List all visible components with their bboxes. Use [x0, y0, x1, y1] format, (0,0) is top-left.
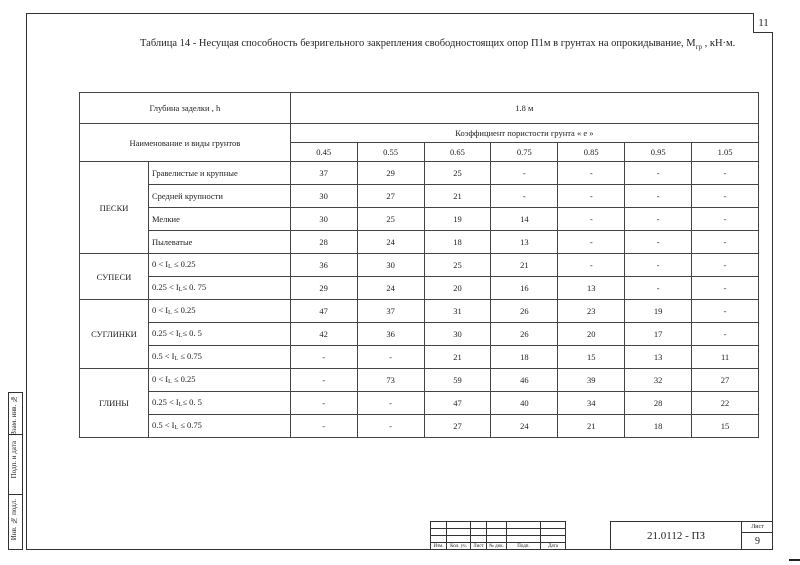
table-row: [80, 162, 759, 185]
capacity-value: -: [558, 208, 625, 231]
capacity-value: -: [625, 185, 692, 208]
index-prefix: 0.5 < I: [151, 419, 175, 430]
capacity-value: 27: [357, 185, 424, 208]
title-block-cell: [487, 536, 507, 543]
side-cell: [9, 393, 22, 435]
capacity-value: 18: [625, 415, 692, 438]
capacity-value: 27: [424, 415, 491, 438]
index-prefix: 0 < I: [151, 373, 169, 384]
table-row: [80, 369, 759, 392]
title-block-cell: [541, 529, 566, 536]
capacity-value: 27: [692, 369, 759, 392]
capacity-value: 14: [491, 208, 558, 231]
capacity-value: 15: [558, 346, 625, 369]
capacity-value: 22: [692, 392, 759, 415]
capacity-value: 25: [357, 208, 424, 231]
capacity-value: -: [692, 277, 759, 300]
capacity-value: 20: [558, 323, 625, 346]
table-row: [80, 346, 759, 369]
index-suffix: ≤ 0.25: [171, 373, 196, 384]
capacity-value: 37: [357, 300, 424, 323]
page-number: 11: [753, 13, 773, 33]
table-row: [80, 208, 759, 231]
capacity-value: 24: [357, 231, 424, 254]
index-subscript: L: [178, 332, 183, 339]
index-suffix: ≤ 0.75: [178, 419, 202, 430]
capacity-value: 18: [491, 346, 558, 369]
title-block-cell: [507, 529, 541, 536]
e-value-header: 0.95: [625, 143, 692, 162]
title-block-cell: [447, 522, 471, 529]
soil-subtype: [148, 300, 290, 323]
index-subscript: L: [174, 424, 179, 431]
capacity-value: 11: [692, 346, 759, 369]
title-block-cell: [447, 529, 471, 536]
capacity-value: -: [558, 254, 625, 277]
index-subscript: L: [168, 378, 172, 385]
soil-subtype: [148, 392, 290, 415]
title-block-cell: [487, 522, 507, 529]
title-block-cell: [541, 522, 566, 529]
title-block-row: [431, 529, 566, 536]
capacity-value: -: [357, 346, 424, 369]
capacity-value: -: [625, 231, 692, 254]
capacity-value: 17: [625, 323, 692, 346]
coef-header: Коэффициент пористости грунта « е »: [290, 124, 758, 143]
capacity-value: -: [625, 162, 692, 185]
capacity-value: 13: [625, 346, 692, 369]
capacity-value: 29: [357, 162, 424, 185]
capacity-value: 30: [290, 208, 357, 231]
side-strip: [8, 392, 23, 550]
soil-subtype: Средней крупности: [148, 185, 290, 208]
index-suffix: ≤ 0.25: [171, 258, 196, 269]
bearing-capacity-table: [79, 92, 759, 438]
title-block-cell: Лист: [471, 543, 487, 550]
index-subscript: L: [168, 309, 172, 316]
capacity-value: 15: [692, 415, 759, 438]
capacity-value: 30: [357, 254, 424, 277]
title-block-cell: [471, 536, 487, 543]
capacity-value: -: [491, 162, 558, 185]
table-row: [80, 300, 759, 323]
caption-subscript: гр: [695, 43, 702, 52]
capacity-value: -: [625, 254, 692, 277]
title-block-cell: Кол. уч.: [447, 543, 471, 550]
title-block-row: [431, 522, 566, 529]
capacity-value: 28: [625, 392, 692, 415]
depth-label: Глубина заделки , h: [80, 93, 291, 124]
title-block-cell: [431, 522, 447, 529]
title-block-cell: [487, 529, 507, 536]
index-prefix: 0.25 < I: [151, 281, 179, 292]
caption-text: Таблица 14 - Несущая способность безригельного закрепления свободностоящих опор П1м в грунтах на опрокидывание, М: [140, 38, 696, 49]
soil-group-name: ГЛИНЫ: [80, 369, 149, 438]
sheet-label: Лист: [742, 522, 773, 533]
e-value-header: 0.65: [424, 143, 491, 162]
soil-group-name: СУГЛИНКИ: [80, 300, 149, 369]
side-label-inv-original: Инв. № подл.: [10, 499, 18, 541]
capacity-value: 26: [491, 300, 558, 323]
capacity-value: -: [357, 392, 424, 415]
capacity-value: 73: [357, 369, 424, 392]
capacity-value: 47: [290, 300, 357, 323]
capacity-value: -: [357, 415, 424, 438]
capacity-value: -: [625, 208, 692, 231]
title-block-row: [431, 543, 566, 550]
title-block-cell: Изм.: [431, 543, 447, 550]
table-row: [80, 254, 759, 277]
index-subscript: L: [178, 401, 183, 408]
index-suffix: ≤ 0. 75: [182, 281, 207, 292]
side-cell: [9, 435, 22, 495]
table-caption: [140, 38, 760, 51]
capacity-value: 13: [491, 231, 558, 254]
capacity-value: -: [558, 162, 625, 185]
capacity-value: -: [558, 185, 625, 208]
capacity-value: 32: [625, 369, 692, 392]
capacity-value: 19: [625, 300, 692, 323]
capacity-value: 31: [424, 300, 491, 323]
capacity-value: -: [290, 392, 357, 415]
soil-group-name: СУПЕСИ: [80, 254, 149, 300]
capacity-value: -: [558, 231, 625, 254]
title-block-cell: [431, 536, 447, 543]
capacity-value: 47: [424, 392, 491, 415]
e-value-header: 0.55: [357, 143, 424, 162]
table-row: [80, 185, 759, 208]
soil-subtype: [148, 323, 290, 346]
capacity-value: 21: [558, 415, 625, 438]
capacity-value: 26: [491, 323, 558, 346]
capacity-value: -: [290, 346, 357, 369]
e-value-header: 0.45: [290, 143, 357, 162]
capacity-value: 25: [424, 162, 491, 185]
capacity-value: 34: [558, 392, 625, 415]
capacity-value: 24: [491, 415, 558, 438]
capacity-value: 20: [424, 277, 491, 300]
index-subscript: L: [168, 263, 172, 270]
capacity-value: -: [692, 300, 759, 323]
table-row: [80, 392, 759, 415]
capacity-value: 25: [424, 254, 491, 277]
capacity-value: 37: [290, 162, 357, 185]
index-subscript: L: [178, 286, 183, 293]
table-row: [80, 323, 759, 346]
capacity-value: 13: [558, 277, 625, 300]
capacity-value: 39: [558, 369, 625, 392]
title-block-cell: [471, 522, 487, 529]
title-block-row: [431, 536, 566, 543]
soil-header: Наименование и виды грунтов: [80, 124, 291, 162]
capacity-value: -: [692, 162, 759, 185]
soil-subtype: [148, 277, 290, 300]
title-block-cell: № док.: [487, 543, 507, 550]
soil-subtype: Гравелистые и крупные: [148, 162, 290, 185]
side-label-replace-inv: Взам. инв. №: [10, 395, 18, 436]
title-block-cell: [471, 529, 487, 536]
edge-mark: [789, 559, 800, 561]
depth-value: 1.8 м: [290, 93, 758, 124]
side-label-signature-date: Подп. и дата: [10, 441, 18, 479]
sheet-number: 9: [755, 536, 760, 547]
document-code: 21.0112 - ПЗ: [610, 521, 741, 550]
capacity-value: 40: [491, 392, 558, 415]
soil-subtype: [148, 346, 290, 369]
title-block-cell: [431, 529, 447, 536]
capacity-value: 36: [357, 323, 424, 346]
title-block-cell: Дата: [541, 543, 566, 550]
capacity-value: -: [692, 323, 759, 346]
e-value-header: 1.05: [692, 143, 759, 162]
table-row: [80, 231, 759, 254]
index-prefix: 0 < I: [151, 304, 169, 315]
capacity-value: 46: [491, 369, 558, 392]
soil-group-name: ПЕСКИ: [80, 162, 149, 254]
table-row: [80, 277, 759, 300]
capacity-value: -: [692, 208, 759, 231]
index-subscript: L: [174, 355, 179, 362]
index-suffix: ≤ 0. 5: [182, 396, 202, 407]
capacity-value: 19: [424, 208, 491, 231]
title-block-cell: [541, 536, 566, 543]
soil-subtype: Пылеватые: [148, 231, 290, 254]
capacity-value: 59: [424, 369, 491, 392]
capacity-value: -: [692, 185, 759, 208]
capacity-value: 21: [424, 185, 491, 208]
capacity-value: 30: [424, 323, 491, 346]
capacity-value: -: [290, 415, 357, 438]
capacity-value: 23: [558, 300, 625, 323]
capacity-value: -: [692, 254, 759, 277]
index-prefix: 0 < I: [151, 258, 169, 269]
title-block-cell: [507, 536, 541, 543]
capacity-value: 29: [290, 277, 357, 300]
capacity-value: -: [692, 231, 759, 254]
side-cell: [9, 495, 22, 549]
capacity-value: 24: [357, 277, 424, 300]
soil-subtype: [148, 415, 290, 438]
index-suffix: ≤ 0. 5: [182, 327, 202, 338]
capacity-value: 30: [290, 185, 357, 208]
capacity-value: -: [625, 277, 692, 300]
sheet-box: [741, 521, 773, 550]
capacity-value: 21: [491, 254, 558, 277]
capacity-value: -: [491, 185, 558, 208]
title-block-cell: [447, 536, 471, 543]
capacity-value: 28: [290, 231, 357, 254]
title-block: [430, 521, 773, 550]
table-row: [80, 415, 759, 438]
index-suffix: ≤ 0.25: [171, 304, 196, 315]
e-value-header: 0.85: [558, 143, 625, 162]
capacity-value: -: [290, 369, 357, 392]
index-prefix: 0.25 < I: [151, 396, 179, 407]
capacity-value: 42: [290, 323, 357, 346]
soil-subtype: Мелкие: [148, 208, 290, 231]
caption-suffix: , кН·м.: [701, 38, 736, 49]
index-prefix: 0.5 < I: [151, 350, 175, 361]
capacity-value: 18: [424, 231, 491, 254]
capacity-value: 16: [491, 277, 558, 300]
title-block-cell: Подп.: [507, 543, 541, 550]
soil-subtype: [148, 254, 290, 277]
title-block-grid: [430, 521, 566, 550]
e-value-header: 0.75: [491, 143, 558, 162]
index-suffix: ≤ 0.75: [178, 350, 202, 361]
title-block-cell: [507, 522, 541, 529]
capacity-value: 36: [290, 254, 357, 277]
index-prefix: 0.25 < I: [151, 327, 179, 338]
capacity-value: 21: [424, 346, 491, 369]
soil-subtype: [148, 369, 290, 392]
